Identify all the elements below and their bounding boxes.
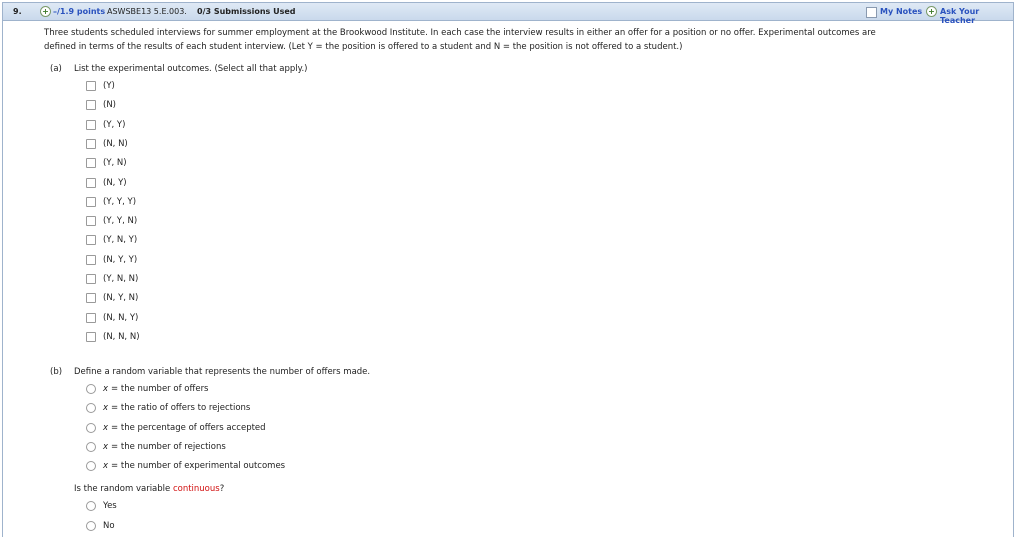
continuous-question (74, 484, 224, 494)
outcome-option[interactable] (86, 80, 115, 92)
outcome-label: (Y, N, Y) (103, 235, 138, 246)
outcome-label: (N, Y, N) (103, 293, 139, 304)
outcome-checkbox[interactable] (86, 235, 96, 245)
outcome-label: (N, Y, Y) (103, 254, 138, 265)
continuous-keyword: continuous (172, 484, 220, 494)
outcome-checkbox[interactable] (86, 255, 96, 265)
continuous-suffix: ? (219, 484, 225, 494)
no-label: No (103, 520, 115, 531)
outcome-checkbox[interactable] (86, 293, 96, 303)
variable-symbol: x (103, 384, 109, 394)
outcome-label: (N) (103, 100, 116, 111)
variable-symbol: x (103, 441, 109, 452)
outcome-option[interactable] (86, 177, 127, 189)
outcome-option[interactable] (86, 312, 138, 324)
outcome-checkbox[interactable] (86, 139, 96, 149)
question-number: 9. (13, 7, 22, 16)
yes-radio[interactable] (86, 501, 96, 511)
outcome-option[interactable] (86, 273, 138, 285)
points-label: –/1.9 points (53, 7, 106, 16)
ask-teacher-link[interactable]: Ask Your Teacher (940, 7, 980, 25)
outcome-label: (Y, Y, Y) (103, 196, 137, 207)
random-variable-label: = the number of experimental outcomes (111, 461, 286, 472)
outcome-checkbox[interactable] (86, 120, 96, 130)
outcome-label: (N, N, Y) (103, 312, 139, 323)
random-variable-label: = the ratio of offers to rejections (111, 403, 251, 414)
random-variable-label: = the number of rejections (111, 441, 226, 452)
outcome-option[interactable] (86, 119, 125, 131)
part-b-prompt: Define a random variable that represents the number of offers made. (74, 367, 371, 377)
outcome-option[interactable] (86, 254, 137, 266)
random-variable-radio[interactable] (86, 442, 96, 452)
continuous-prefix: Is the random variable (74, 484, 173, 494)
outcome-checkbox[interactable] (86, 313, 96, 323)
outcome-option[interactable] (86, 138, 128, 150)
variable-symbol: x (103, 403, 109, 414)
outcome-label: (Y) (103, 81, 115, 91)
question-id: ASWSBE13 5.E.003. (107, 7, 187, 16)
outcome-option[interactable] (86, 99, 116, 111)
my-notes-link[interactable]: My Notes (880, 7, 923, 16)
random-variable-radio[interactable] (86, 423, 96, 433)
outcome-option[interactable] (86, 234, 137, 246)
yes-option[interactable] (86, 500, 117, 512)
random-variable-option[interactable] (86, 402, 250, 414)
outcome-option[interactable] (86, 331, 140, 343)
outcome-option[interactable] (86, 292, 138, 304)
outcome-checkbox[interactable] (86, 81, 96, 91)
ask-teacher-plus-icon[interactable]: + (926, 6, 937, 17)
random-variable-option[interactable] (86, 460, 285, 472)
outcome-label: (Y, Y) (103, 119, 126, 130)
no-radio[interactable] (86, 521, 96, 531)
submissions-used: 0/3 Submissions Used (197, 7, 296, 16)
variable-symbol: x (103, 461, 109, 472)
outcome-checkbox[interactable] (86, 274, 96, 284)
outcome-option[interactable] (86, 196, 136, 208)
outcome-checkbox[interactable] (86, 216, 96, 226)
outcome-checkbox[interactable] (86, 178, 96, 188)
outcome-label: (N, N, N) (103, 331, 140, 342)
random-variable-radio[interactable] (86, 384, 96, 394)
variable-symbol: x (103, 422, 109, 433)
outcome-option[interactable] (86, 157, 127, 169)
intro-line-2: defined in terms of the results of each student interview. (Let Y = the position is offered to a student and N = the position is not offered to a student.) (44, 42, 683, 52)
outcome-label: (Y, N) (103, 158, 127, 169)
outcome-checkbox[interactable] (86, 158, 96, 168)
random-variable-option[interactable] (86, 383, 209, 395)
outcome-checkbox[interactable] (86, 332, 96, 342)
yes-label: Yes (103, 501, 117, 511)
part-a-label: (a) (50, 64, 62, 74)
outcome-label: (N, Y) (103, 177, 127, 188)
outcome-checkbox[interactable] (86, 197, 96, 207)
outcome-option[interactable] (86, 215, 137, 227)
random-variable-label: = the number of offers (111, 384, 209, 394)
outcome-label: (Y, N, N) (103, 274, 139, 284)
outcome-label: (N, N) (103, 138, 128, 149)
part-a-prompt: List the experimental outcomes. (Select all that apply.) (74, 64, 308, 74)
random-variable-label: = the percentage of offers accepted (111, 422, 266, 433)
expand-plus-icon[interactable]: + (40, 6, 51, 17)
intro-line-1: Three students scheduled interviews for summer employment at the Brookwood Institute. In each case the interview results in either an offer for a position or no offer. Experimental outcomes are (44, 28, 876, 38)
random-variable-option[interactable] (86, 422, 266, 434)
random-variable-radio[interactable] (86, 461, 96, 471)
outcome-label: (Y, Y, N) (103, 216, 138, 227)
no-option[interactable] (86, 520, 115, 532)
part-b-label: (b) (50, 367, 63, 377)
outcome-checkbox[interactable] (86, 100, 96, 110)
question-intro (44, 26, 984, 54)
random-variable-radio[interactable] (86, 403, 96, 413)
random-variable-option[interactable] (86, 441, 226, 453)
